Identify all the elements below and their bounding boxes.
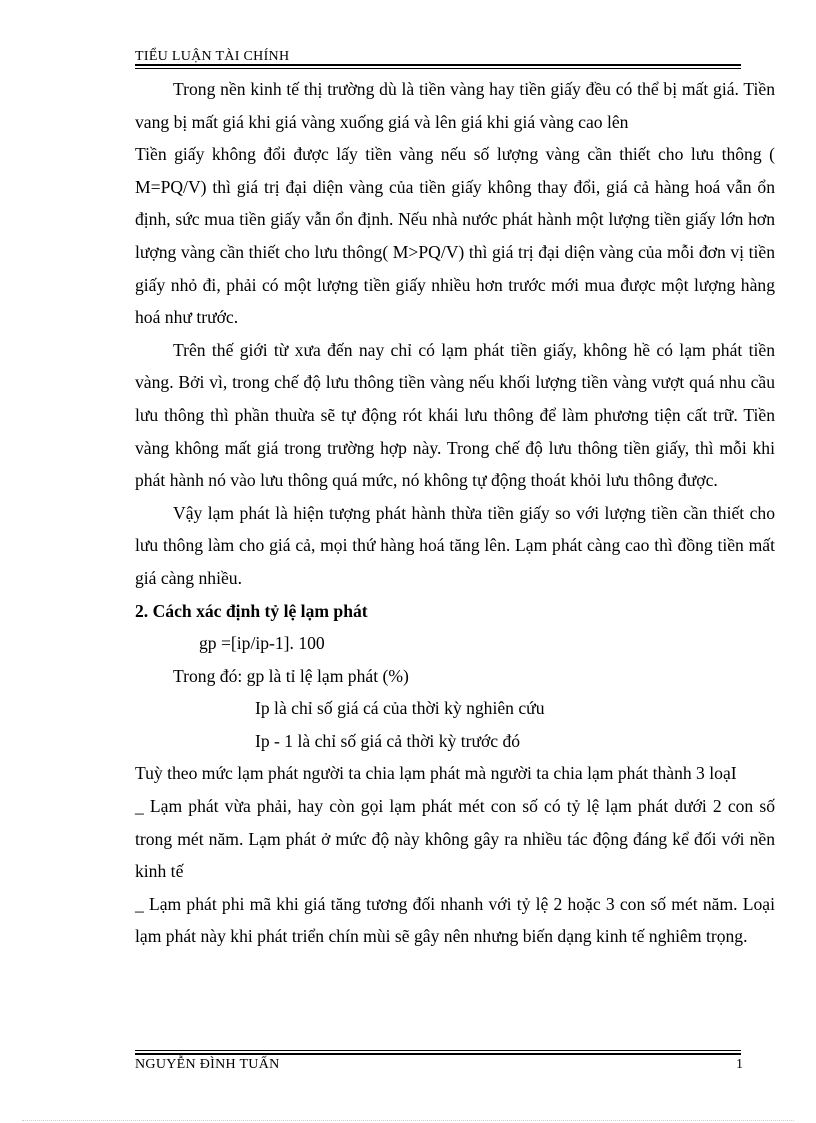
page-edge [22,1120,794,1121]
list-item: _ Lạm phát phi mã khi giá tăng tương đối nhanh với tỷ lệ 2 hoặc 3 con số mét năm. Loại lạm phát này khi phát triển chín mùi sẽ gây nên nhưng biến dạng kinh tế nghiêm trọng. [135,893,775,947]
formula-legend: Trong đó: gp là tỉ lệ lạm phát (%) [173,665,409,686]
paragraph: Tiền giấy không đổi được lấy tiền vàng nếu số lượng vàng cần thiết cho lưu thông ( M=PQ/V) thì giá trị đại diện vàng của tiền giấy không thay đổi, giá cả hàng hoá vẫn ổn định, sức mua tiền giấy vẫn ổn định. Nếu nhà nước phát hành một lượng tiền giấy lớn hơn lượng vàng cần thiết cho lưu thông( M>PQ/V) thì giá trị đại diện vàng của mỗi đơn vị tiền giấy nhỏ đi, phải có một lượng tiền giấy nhiều hơn trước mới mua được một lượng hàng hoá như trước. [135,144,775,328]
header-title: TIỂU LUẬN TÀI CHÍNH [135,49,290,64]
header-rule [135,64,741,66]
paragraph: Trong nền kinh tế thị trường dù là tiền vàng hay tiền giấy đều có thể bị mất giá. Tiền vang bị mất giá khi giá vàng xuống giá và lên giá khi giá vàng cao lên [135,79,775,132]
footer-rule [135,1053,741,1055]
formula: gp =[ip/ip-1]. 100 [199,633,325,654]
paragraph: Tuỳ theo mức lạm phát người ta chia lạm phát mà người ta chia lạm phát thành 3 loạI [135,763,737,784]
page-number: 1 [736,1057,743,1072]
footer-author: NGUYỄN ĐÌNH TUẤN [135,1057,280,1072]
section-heading: 2. Cách xác định tỷ lệ lạm phát [135,600,368,621]
paragraph: Trên thế giới từ xưa đến nay chỉ có lạm phát tiền giấy, không hề có lạm phát tiền vàng. Bởi vì, trong chế độ lưu thông tiền vàng nếu khối lượng tiền vàng vượt quá nhu cầu lưu thông thì phần thuừa sẽ tự động rót khái lưu thông để làm phương tiện cất trữ. Tiền vàng không mất giá trong trường hợp này. Trong chế độ lưu thông tiền giấy, thì mỗi khi phát hành nó vào lưu thông quá mức, nó không tự động thoát khỏi lưu thông được. [135,339,775,491]
formula-definition: Ip - 1 là chỉ số giá cả thời kỳ trước đó [255,730,521,751]
formula-definition: Ip là chỉ số giá cá của thời kỳ nghiên cứu [255,698,545,719]
paragraph: Vậy lạm phát là hiện tượng phát hành thừa tiền giấy so với lượng tiền cần thiết cho lưu thông làm cho giá cả, mọi thứ hàng hoá tăng lên. Lạm phát càng cao thì đồng tiền mất giá càng nhiều. [135,502,775,588]
footer-rule-thin [135,1050,741,1051]
document-body [135,73,775,953]
list-item: _ Lạm phát vừa phải, hay còn gọi lạm phát mét con số có tỷ lệ lạm phát dưới 2 con số trong mét năm. Lạm phát ở mức độ này không gây ra nhiều tác động đáng kể đối với nền kinh tế [135,796,775,882]
header-rule-thin [135,68,741,69]
